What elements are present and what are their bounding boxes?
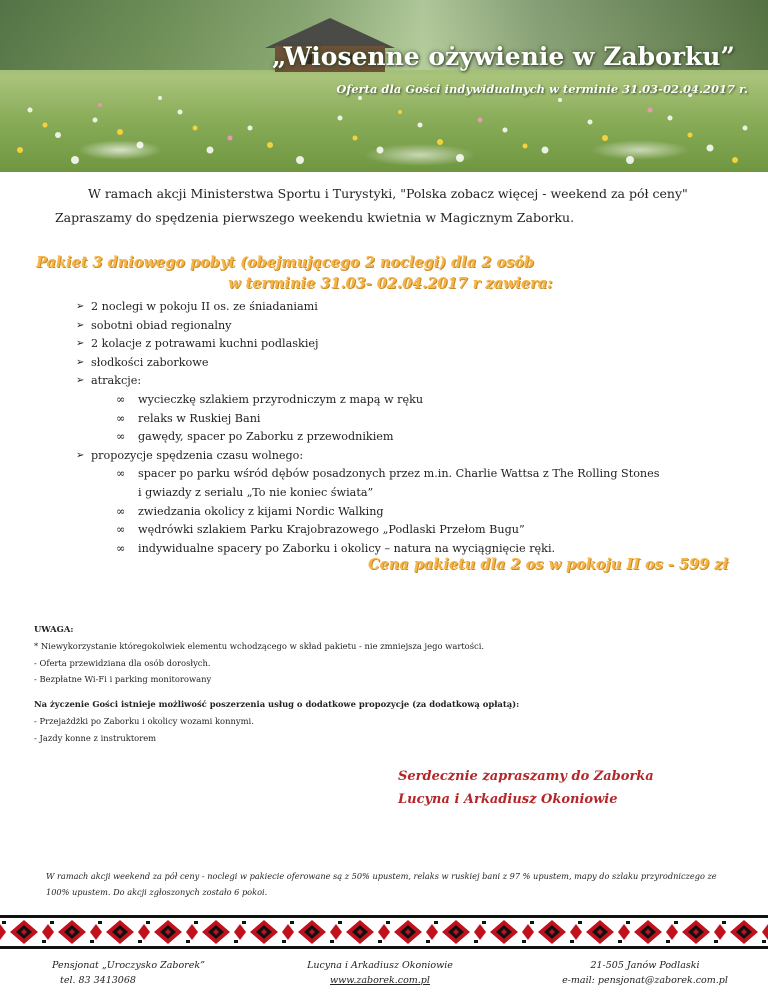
- note-line: - Jazdy konne z instruktorem: [34, 732, 157, 743]
- sub-list-item: ∞ indywidualne spacery po Zaborku i okolicy – natura na wyciągnięcie ręki.: [76, 540, 660, 559]
- note-line: - Przejażdżki po Zaborku i okolicy wozami konnymi.: [34, 715, 254, 726]
- infinity-bullet-icon: ∞: [116, 504, 126, 518]
- extra-services-heading: Na życzenie Gości istnieje możliwość poszerzenia usług o dodatkowe propozycje (za dodatkową opłatą):: [34, 699, 520, 710]
- infinity-bullet-icon: ∞: [116, 523, 126, 537]
- list-item: ➢ słodkości zaborkowe: [76, 354, 660, 373]
- intro-line-2: Zapraszamy do spędzenia pierwszego weekendu kwietnia w Magicznym Zaborku.: [55, 210, 575, 225]
- arrow-bullet-icon: ➢: [76, 449, 85, 461]
- package-heading-2: w terminie 31.03- 02.04.2017 r zawiera:: [228, 275, 553, 292]
- sub-list-item: ∞ gawędy, spacer po Zaborku z przewodnikiem: [76, 428, 660, 447]
- package-heading-1: Pakiet 3 dniowego pobyt (obejmującego 2 noclegi) dla 2 osób: [36, 254, 535, 271]
- list-item: ➢ 2 noclegi w pokoju II os. ze śniadaniami: [76, 298, 660, 317]
- list-item: ➢ sobotni obiad regionalny: [76, 317, 660, 336]
- package-list: [76, 298, 660, 558]
- list-item: ➢ 2 kolacje z potrawami kuchni podlaskiej: [76, 335, 660, 354]
- infinity-bullet-icon: ∞: [116, 430, 126, 444]
- banner-title: „Wiosenne ożywienie w Zaborku”: [272, 42, 735, 71]
- email-link[interactable]: e-mail: pensjonat@zaborek.com.pl: [562, 975, 728, 986]
- header-banner: [0, 0, 768, 172]
- arrow-bullet-icon: ➢: [76, 338, 85, 350]
- footer-owners: Lucyna i Arkadiusz Okoniowie: [307, 960, 453, 971]
- footer-owners-col: [290, 958, 470, 988]
- infinity-bullet-icon: ∞: [116, 392, 126, 406]
- arrow-bullet-icon: ➢: [76, 375, 85, 387]
- banner-subtitle: Oferta dla Gości indywidualnych w terminie 31.03-02.04.2017 r.: [336, 82, 748, 96]
- closing-line-1: Serdecznie zapraszamy do Zaborka: [398, 769, 654, 784]
- folk-ornament-border: [0, 912, 768, 952]
- list-item: ➢ propozycje spędzenia czasu wolnego:: [76, 447, 660, 466]
- sub-list-item: ∞ zwiedzania okolicy z kijami Nordic Walking: [76, 503, 660, 522]
- notes-heading: UWAGA:: [34, 624, 74, 634]
- infinity-bullet-icon: ∞: [116, 411, 126, 425]
- note-line: * Niewykorzystanie któregokolwiek elementu wchodzącego w skład pakietu - nie zmniejsza jego wartości.: [34, 640, 485, 651]
- sub-list-item: ∞ spacer po parku wśród dębów posadzonych przez m.in. Charlie Wattsa z The Rolling Stones: [76, 465, 660, 484]
- note-line: - Oferta przewidziana dla osób dorosłych.: [34, 657, 211, 668]
- arrow-bullet-icon: ➢: [76, 319, 85, 331]
- note-line: - Bezpłatne Wi-Fi i parking monitorowany: [34, 674, 212, 685]
- arrow-bullet-icon: ➢: [76, 301, 85, 312]
- intro-line-1: W ramach akcji Ministerstwa Sportu i Turystyki, "Polska zobacz więcej - weekend za pół ceny": [88, 186, 688, 201]
- sub-list-item: ∞ wędrówki szlakiem Parku Krajobrazowego „Podlaski Przełom Bugu”: [76, 521, 660, 540]
- sub-list-item: ∞ wycieczkę szlakiem przyrodniczym z mapą w ręku: [76, 391, 660, 410]
- sub-list-item: ∞ relaks w Ruskiej Bani: [76, 410, 660, 429]
- website-link[interactable]: www.zaborek.com.pl: [330, 975, 430, 986]
- footer-address-col: [52, 958, 212, 988]
- footer-name: Pensjonat „Uroczysko Zaborek”: [52, 960, 205, 971]
- footer-postal: 21-505 Janów Podlaski: [590, 960, 700, 971]
- package-price: Cena pakietu dla 2 os w pokoju II os - 599 zł: [368, 556, 729, 573]
- footer-contact-col: [545, 958, 745, 988]
- list-item: ➢ atrakcje:: [76, 372, 660, 391]
- infinity-bullet-icon: ∞: [116, 541, 126, 555]
- closing-signature: Lucyna i Arkadiusz Okoniowie: [398, 792, 618, 807]
- closing-greeting: [398, 765, 654, 811]
- footnote: W ramach akcji weekend za pół ceny - noclegi w pakiecie oferowane są z 50% upustem, relaks w ruskiej bani z 97 % upustem, mapy do szlaku przyrodniczego ze 100% upustem. Do akcji zgłoszonych zostało 6 pokoi.: [46, 871, 717, 897]
- sub-list-item-continuation: i gwiazdy z serialu „To nie koniec świata”: [138, 485, 374, 499]
- footer-phone: tel. 83 3413068: [60, 975, 136, 986]
- notes-section: [34, 621, 519, 747]
- infinity-bullet-icon: ∞: [116, 467, 126, 481]
- arrow-bullet-icon: ➢: [76, 356, 85, 368]
